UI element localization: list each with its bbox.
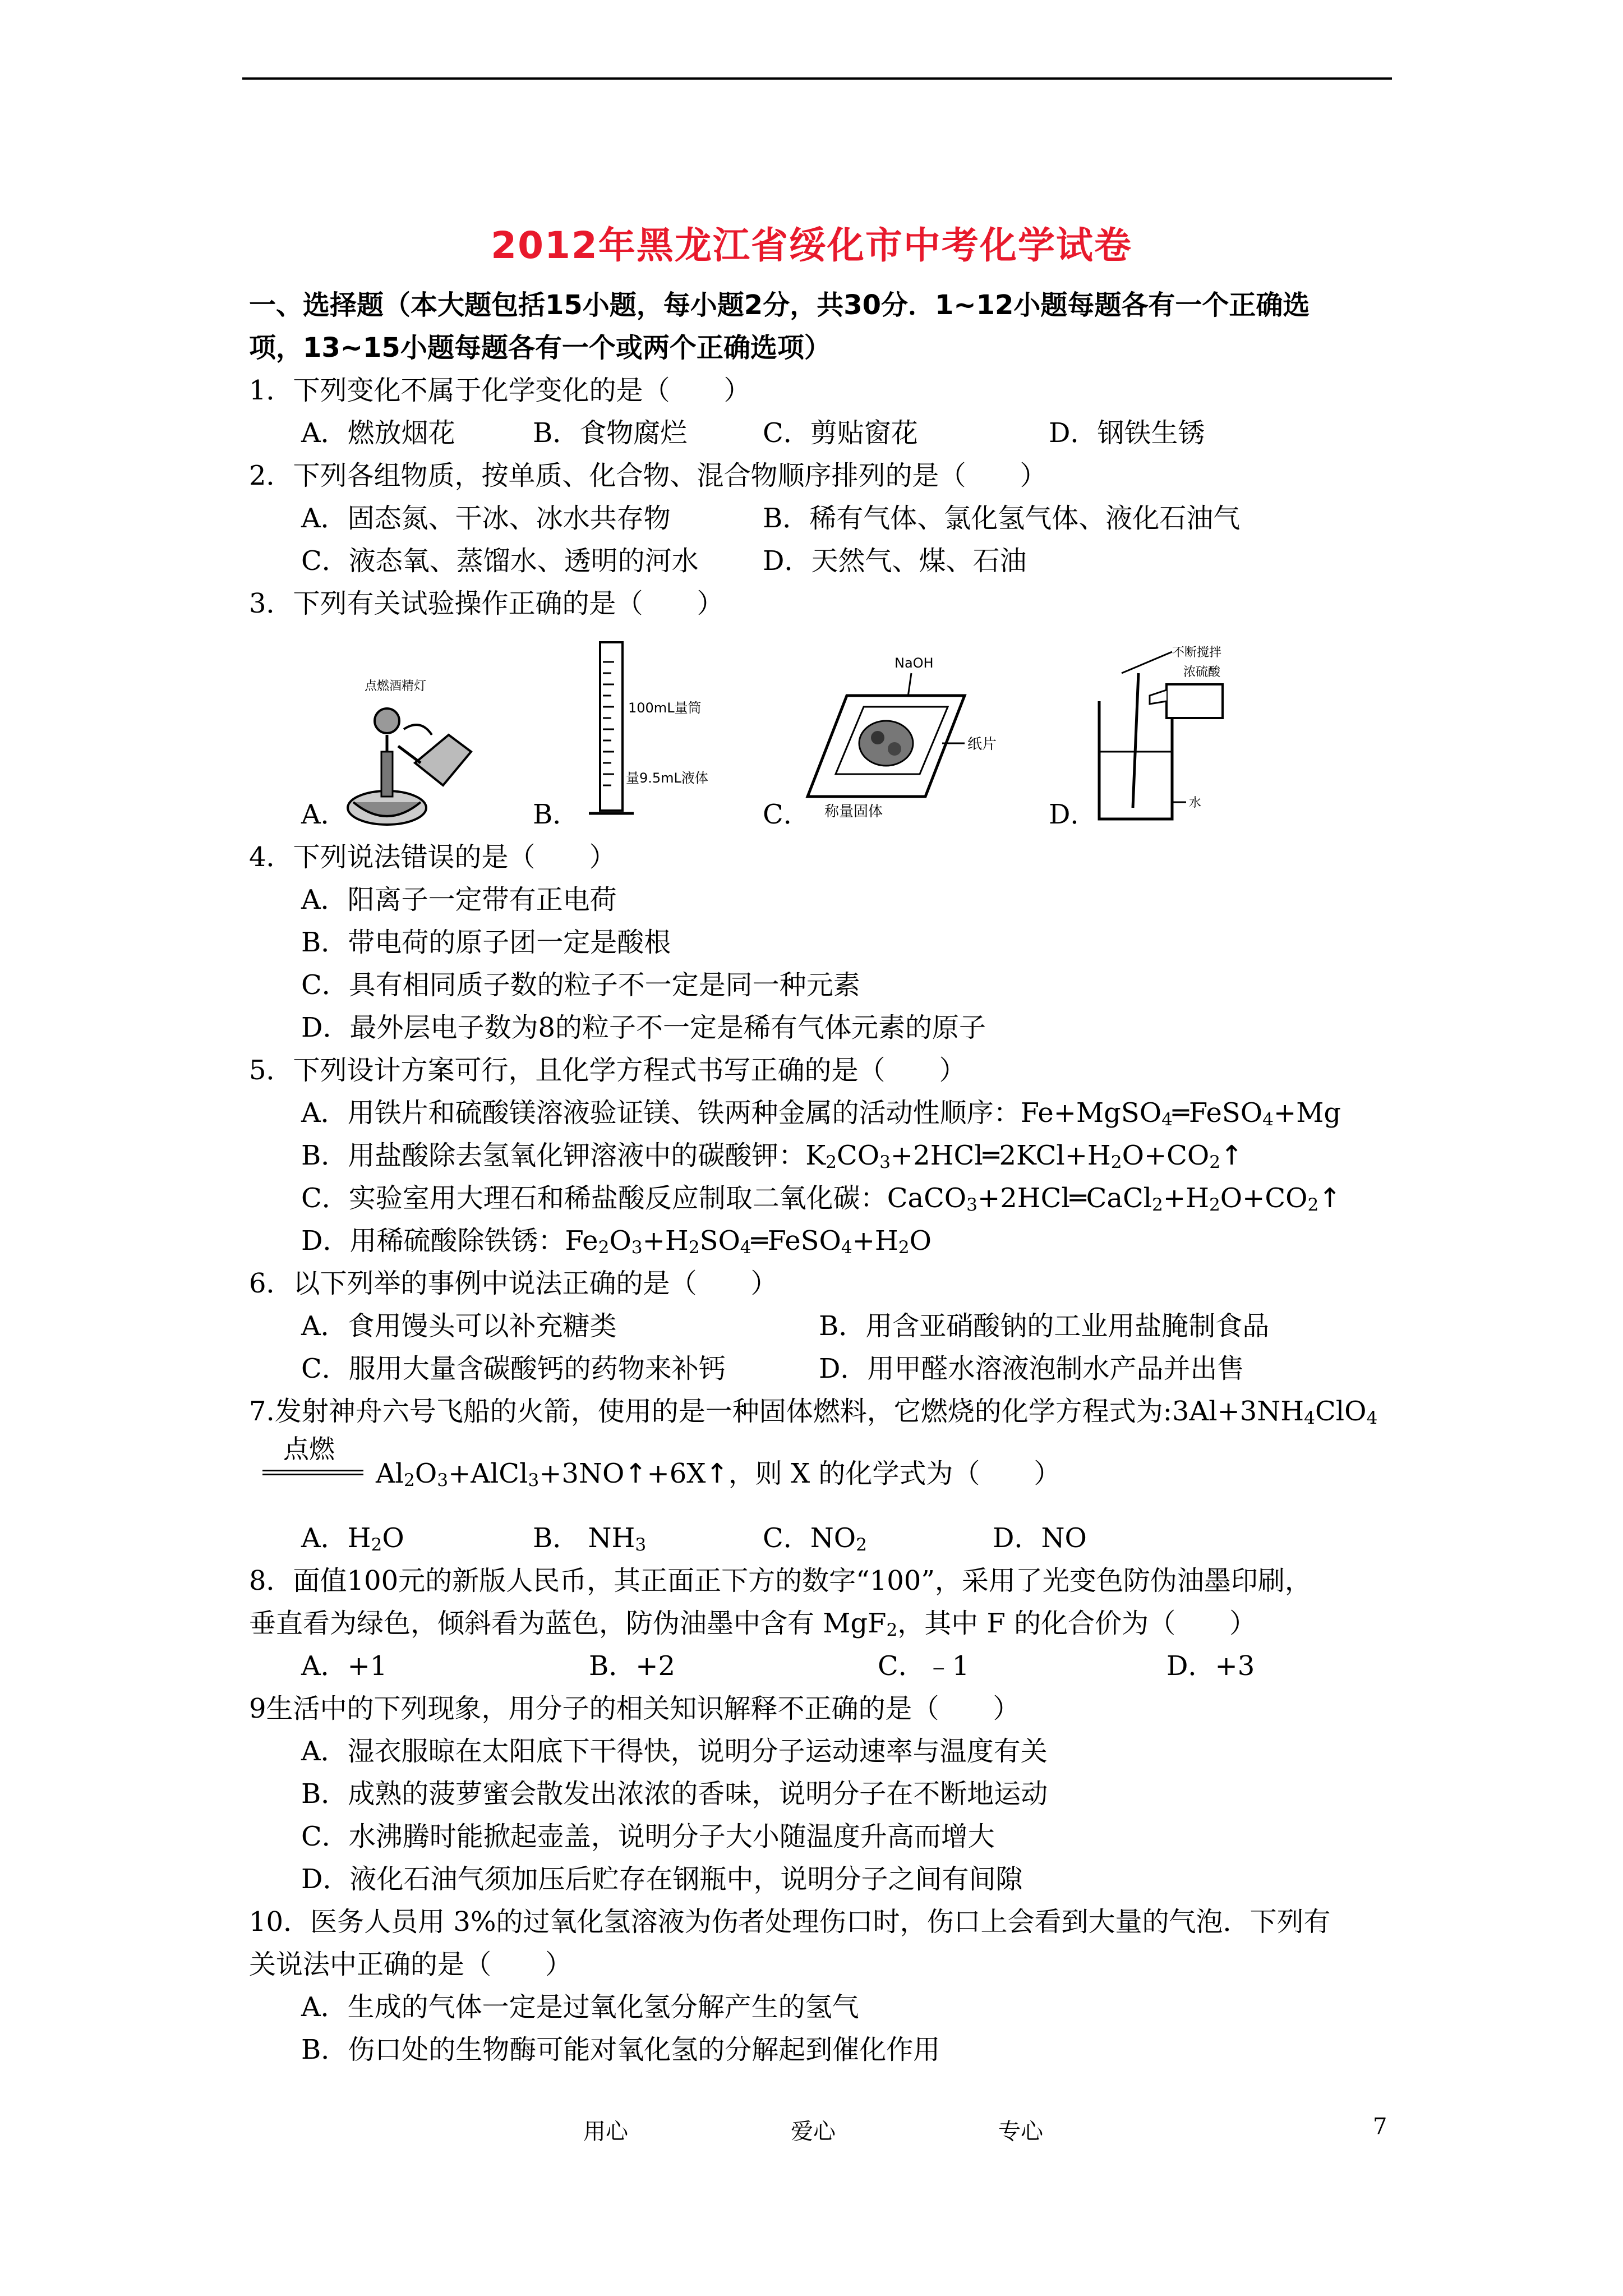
footer-text-2: 爱心 (791, 2119, 836, 2145)
section-heading-line1: 一、选择题（本大题包括15小题，每小题2分，共30分．1~12小题每题各有一个正确选 (249, 289, 1310, 321)
q1-option-d: D．钢铁生锈 (1049, 417, 1205, 449)
q5-d-text: D．用稀硫酸除铁锈： (301, 1225, 565, 1257)
q5-option-c (301, 1182, 1341, 1216)
fig-d-label2: 浓硫酸 (1183, 665, 1221, 679)
footer-text-3: 专心 (998, 2119, 1043, 2145)
fig-c-label2: 纸片 (967, 736, 997, 753)
header-rule (242, 77, 1392, 80)
q2-option-d: D．天然气、煤、石油 (763, 545, 1027, 577)
fig-c-label3: 称量固体 (824, 803, 883, 819)
figure-dilute-acid (1088, 639, 1256, 830)
q10-line1: 10．医务人员用 3%的过氧化氢溶液为伤者处理伤口时，伤口上会看到大量的气泡．下列有 (249, 1906, 1331, 1938)
q6-option-a: A．食用馒头可以补充糖类 (301, 1310, 617, 1342)
q9-option-c: C．水沸腾时能掀起壶盖，说明分子大小随温度升高而增大 (301, 1821, 995, 1852)
footer-text-1: 用心 (583, 2119, 628, 2145)
q4-option-d: D．最外层电子数为8的粒子不一定是稀有气体元素的原子 (301, 1012, 986, 1043)
q8-option-c: C．﹣1 (878, 1650, 970, 1682)
q7-products-line (376, 1458, 1061, 1491)
q1-option-b: B．食物腐烂 (533, 417, 688, 449)
q8-line2: 垂直看为绿色，倾斜看为蓝色，防伪油墨中含有 MgF$_2$，其中 F 的化合价为（ ） (249, 1608, 1257, 1641)
q5-d-equation: $Fe_2O_3+H_2SO_4═FeSO_4+H_2O$ (565, 1225, 932, 1258)
q1-option-a: A．燃放烟花 (301, 417, 455, 449)
q1-option-c: C．剪贴窗花 (763, 417, 918, 449)
q7-condition: 点燃 (283, 1434, 335, 1464)
q7-equals-sign (262, 1470, 363, 1475)
q4-option-c: C．具有相同质子数的粒子不一定是同一种元素 (301, 969, 860, 1001)
fig-d-label3: 水 (1189, 796, 1202, 810)
q5-a-equation: Fe+MgSO$_4$═FeSO$_4$+Mg (1020, 1097, 1341, 1130)
q10-line2: 关说法中正确的是（ ） (249, 1949, 573, 1980)
q5-option-b (301, 1140, 1243, 1173)
q8-option-d: D．+3 (1166, 1650, 1255, 1682)
q7-tail: ，则 X 的化学式为（ ） (728, 1458, 1061, 1489)
page-title: 2012年黑龙江省绥化市中考化学试卷 (491, 224, 1132, 267)
q10-option-a: A．生成的气体一定是过氧化氢分解产生的氢气 (301, 1991, 859, 2023)
fig-d-label1: 不断搅拌 (1172, 646, 1222, 660)
q5-a-text: A．用铁片和硫酸镁溶液验证镁、铁两种金属的活动性顺序： (301, 1097, 1021, 1129)
q8-line1: 8．面值100元的新版人民币，其正面正下方的数字“100”，采用了光变色防伪油墨印刷， (249, 1565, 1312, 1596)
q4-option-b: B．带电荷的原子团一定是酸根 (301, 927, 671, 958)
q1-stem: 1．下列变化不属于化学变化的是（ ） (249, 375, 751, 406)
fig-c-label1: NaOH (895, 655, 934, 671)
q4-stem: 4．下列说法错误的是（ ） (249, 841, 616, 873)
q9-option-d: D．液化石油气须加压后贮存在钢瓶中，说明分子之间有间隙 (301, 1864, 1023, 1895)
q9-option-a: A．湿衣服晾在太阳底下干得快，说明分子运动速率与温度有关 (301, 1736, 1048, 1767)
q7-option-d: D．NO (993, 1522, 1087, 1554)
figure-graduated-cylinder (583, 639, 729, 825)
q7-option-c: C．$NO_2$ (763, 1522, 867, 1556)
fig-b-label1: 100mL量筒 (628, 700, 702, 716)
q3-stem: 3．下列有关试验操作正确的是（ ） (249, 588, 724, 619)
q3-option-c: C． (763, 799, 810, 830)
q10-option-b: B．伤口处的生物酶可能对氧化氢的分解起到催化作用 (301, 2034, 940, 2065)
q5-b-text: B．用盐酸除去氢氧化钾溶液中的碳酸钾： (301, 1140, 806, 1171)
q6-option-d: D．用甲醛水溶液泡制水产品并出售 (819, 1353, 1244, 1384)
section-heading-line2: 项，13~15小题每题各有一个或两个正确选项） (249, 332, 831, 364)
q2-option-c: C．液态氧、蒸馏水、透明的河水 (301, 545, 699, 577)
q6-option-b: B．用含亚硝酸钠的工业用盐腌制食品 (819, 1310, 1270, 1342)
q9-stem: 9生活中的下列现象，用分子的相关知识解释不正确的是（ ） (249, 1693, 1020, 1724)
q2-stem: 2．下列各组物质，按单质、化合物、混合物顺序排列的是（ ） (249, 460, 1047, 491)
fig-b-label2: 量9.5mL液体 (626, 770, 708, 786)
figure-weighing-naoh (785, 645, 1009, 819)
q7-option-a: A．$H_2O$ (301, 1522, 404, 1556)
q7-products: $Al_2O_3+AlCl_3+3NO↑+6X↑$ (376, 1458, 728, 1491)
q3-option-a: A． (301, 799, 348, 830)
q7-stem-text: 7.发射神舟六号飞船的火箭，使用的是一种固体燃料，它燃烧的化学方程式为: (249, 1396, 1172, 1427)
fig-a-label: 点燃酒精灯 (365, 679, 427, 693)
q5-b-equation: $K_2CO_3+2HCl═2KCl+H_2O+CO_2↑$ (805, 1140, 1243, 1173)
q5-option-a (301, 1097, 1341, 1130)
figure-alcohol-lamp (336, 668, 482, 830)
q7-option-b: B． $NH_3$ (533, 1522, 647, 1556)
q6-stem: 6．以下列举的事例中说法正确的是（ ） (249, 1268, 778, 1299)
q8-option-b: B．+2 (589, 1650, 676, 1682)
q5-option-d (301, 1225, 932, 1258)
q2-option-b: B．稀有气体、氯化氢气体、液化石油气 (763, 503, 1241, 534)
q5-stem: 5．下列设计方案可行，且化学方程式书写正确的是（ ） (249, 1055, 966, 1086)
q9-option-b: B．成熟的菠萝蜜会散发出浓浓的香味，说明分子在不断地运动 (301, 1778, 1048, 1810)
q2-option-a: A．固态氮、干冰、冰水共存物 (301, 503, 671, 534)
q4-option-a: A．阳离子一定带有正电荷 (301, 884, 617, 915)
q3-option-d: D． (1049, 799, 1098, 830)
q5-c-equation: $CaCO_3+2HCl═CaCl_2+H_2O+CO_2↑$ (887, 1182, 1341, 1216)
q8-option-a: A．+1 (301, 1650, 388, 1682)
q6-option-c: C．服用大量含碳酸钙的药物来补钙 (301, 1353, 726, 1384)
page-number: 7 (1373, 2114, 1387, 2139)
q5-c-text: C．实验室用大理石和稀盐酸反应制取二氧化碳： (301, 1182, 887, 1214)
q7-stem (249, 1396, 1378, 1429)
q7-reactants: $3Al+3NH_4ClO_4$ (1172, 1396, 1378, 1429)
q3-option-b: B． (533, 799, 580, 830)
